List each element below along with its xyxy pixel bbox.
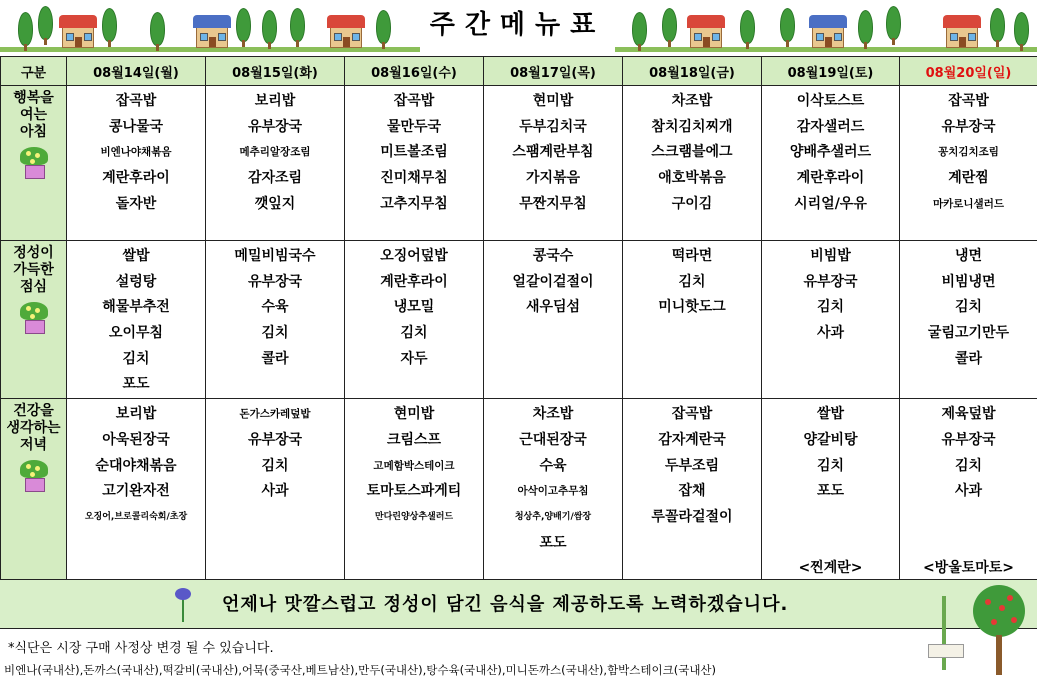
menu-item: 콜라 bbox=[261, 350, 289, 367]
menu-item: 감자조림 bbox=[247, 170, 303, 187]
menu-item: 만다린양상추샐러드 bbox=[374, 511, 454, 522]
message-banner bbox=[0, 579, 1037, 629]
house-icon bbox=[946, 26, 978, 48]
menu-cell bbox=[623, 399, 762, 582]
day-header-sunday: 08월20일(일) bbox=[900, 57, 1037, 86]
menu-item: 메밀비빔국수 bbox=[234, 248, 316, 264]
day-header: 08월17일(목) bbox=[484, 57, 623, 86]
menu-item: 콩나물국 bbox=[108, 118, 164, 135]
cell-note: <찐계란> bbox=[798, 560, 863, 577]
menu-cell bbox=[67, 241, 206, 399]
menu-cell bbox=[484, 399, 623, 582]
cell-note: <방울토마토> bbox=[922, 560, 1015, 577]
menu-cell bbox=[900, 86, 1037, 241]
menu-item: 양배추샐러드 bbox=[789, 144, 872, 161]
tree-icon bbox=[886, 6, 901, 40]
menu-item: 얼갈이겉절이 bbox=[512, 273, 594, 290]
change-notice: *식단은 시장 구매 사정상 변경 될 수 있습니다. bbox=[8, 641, 274, 656]
menu-cell bbox=[623, 241, 762, 399]
menu-item: 보리밥 bbox=[115, 406, 157, 423]
menu-item: 유부장국 bbox=[247, 431, 303, 448]
menu-item: 오징어,브로콜리숙회/초장 bbox=[84, 511, 188, 522]
menu-item: 감자샐러드 bbox=[796, 118, 865, 135]
menu-item: 감자계란국 bbox=[658, 431, 726, 448]
menu-item: 미니핫도그 bbox=[658, 299, 726, 316]
meal-row-dinner bbox=[1, 399, 1037, 582]
day-header: 08월18일(금) bbox=[623, 57, 762, 86]
menu-item: 김치 bbox=[678, 273, 706, 290]
menu-item: 돌자반 bbox=[115, 195, 157, 212]
menu-item: 참치김치찌개 bbox=[651, 118, 733, 135]
banner-text: 언제나 맛깔스럽고 정성이 담긴 음식을 제공하도록 노력하겠습니다. bbox=[222, 594, 789, 615]
menu-item: 포도 bbox=[816, 483, 845, 500]
menu-item: 자두 bbox=[400, 350, 428, 367]
menu-cell bbox=[345, 399, 484, 582]
menu-item: 잡곡밥 bbox=[948, 93, 989, 109]
house-icon bbox=[812, 26, 844, 48]
menu-item: 애호박볶음 bbox=[658, 170, 726, 187]
menu-item: 이삭토스트 bbox=[796, 93, 865, 109]
menu-item: 제육덮밥 bbox=[941, 406, 996, 423]
menu-item: 비엔나야채볶음 bbox=[100, 146, 172, 159]
house-icon bbox=[330, 26, 362, 48]
menu-item: 계란후라이 bbox=[102, 170, 170, 187]
menu-cell bbox=[900, 399, 1037, 582]
menu-item: 냉모밀 bbox=[393, 299, 435, 316]
menu-item: 새우딤섬 bbox=[525, 299, 581, 316]
menu-item: 잡채 bbox=[678, 483, 706, 500]
menu-item: 사과 bbox=[816, 325, 845, 342]
house-icon bbox=[196, 26, 228, 48]
menu-item: 계란후라이 bbox=[796, 170, 865, 187]
menu-item: 잡곡밥 bbox=[115, 93, 157, 109]
menu-item: 현미밥 bbox=[393, 406, 435, 423]
menu-item: 꽁치김치조림 bbox=[938, 146, 999, 159]
menu-cell bbox=[345, 86, 484, 241]
menu-cell bbox=[762, 399, 900, 582]
menu-item: 굴림고기만두 bbox=[927, 325, 1010, 342]
plant-pot-icon bbox=[16, 302, 52, 332]
menu-item: 구이김 bbox=[671, 195, 713, 212]
origin-notice: 비엔나(국내산),돈까스(국내산),떡갈비(국내산),어묵(중국산,베트남산),만두(국내산),탕수육(국내산),미니돈까스(국내산),함박스테이크(국내산) bbox=[4, 663, 717, 677]
day-header: 08월19일(토) bbox=[762, 57, 900, 86]
menu-item: 보리밥 bbox=[254, 93, 296, 109]
welcome-sign-icon bbox=[924, 596, 966, 674]
menu-cell bbox=[67, 86, 206, 241]
meal-row-lunch bbox=[1, 241, 1037, 399]
menu-item: 포도 bbox=[122, 376, 150, 393]
menu-item: 시리얼/우유 bbox=[794, 195, 867, 212]
plant-pot-icon bbox=[16, 147, 52, 177]
menu-item: 유부장국 bbox=[803, 273, 858, 290]
menu-table bbox=[0, 56, 1037, 582]
meal-row-breakfast bbox=[1, 86, 1037, 241]
menu-item: 깻잎지 bbox=[254, 195, 296, 212]
menu-item: 근대된장국 bbox=[519, 431, 587, 448]
menu-item: 물만두국 bbox=[386, 118, 442, 135]
menu-item: 김치 bbox=[400, 325, 428, 342]
menu-item: 콩국수 bbox=[532, 248, 574, 264]
menu-item: 고추지무침 bbox=[380, 195, 448, 212]
page-title: 주간메뉴표 bbox=[429, 10, 606, 40]
menu-item: 고기완자전 bbox=[102, 483, 170, 500]
menu-item: 차조밥 bbox=[532, 406, 574, 423]
menu-cell bbox=[345, 241, 484, 399]
corner-label: 구분 bbox=[1, 57, 67, 86]
menu-item: 김치 bbox=[261, 325, 289, 342]
menu-item: 비빔냉면 bbox=[941, 273, 996, 290]
menu-item: 돈가스카레덮밥 bbox=[239, 408, 311, 421]
meal-label: 정성이 가득한 점심 bbox=[1, 241, 67, 399]
menu-item: 유부장국 bbox=[247, 273, 303, 290]
menu-item: 가지볶음 bbox=[525, 170, 581, 187]
tree-icon bbox=[236, 8, 251, 42]
menu-item: 유부장국 bbox=[247, 118, 303, 135]
menu-item: 잡곡밥 bbox=[671, 406, 713, 423]
iris-flower-icon bbox=[172, 586, 194, 622]
menu-item: 계란후라이 bbox=[380, 273, 448, 290]
menu-item: 김치 bbox=[954, 457, 983, 474]
day-header: 08월16일(수) bbox=[345, 57, 484, 86]
menu-item: 설렁탕 bbox=[115, 273, 157, 290]
menu-item: 양갈비탕 bbox=[803, 431, 858, 448]
tree-icon bbox=[18, 12, 33, 46]
menu-cell bbox=[484, 86, 623, 241]
menu-item: 잡곡밥 bbox=[393, 93, 435, 109]
menu-item: 해물부추전 bbox=[102, 299, 170, 316]
tree-icon bbox=[662, 8, 677, 42]
menu-item: 콜라 bbox=[954, 350, 983, 367]
menu-item: 김치 bbox=[261, 457, 289, 474]
house-icon bbox=[62, 26, 94, 48]
menu-item: 김치 bbox=[122, 350, 150, 367]
menu-item: 차조밥 bbox=[671, 93, 713, 109]
house-icon bbox=[690, 26, 722, 48]
menu-item: 순대야채볶음 bbox=[95, 457, 177, 474]
meal-label: 행복을 여는 아침 bbox=[1, 86, 67, 241]
tree-icon bbox=[780, 8, 795, 42]
menu-cell bbox=[762, 241, 900, 399]
menu-item: 수육 bbox=[261, 299, 289, 316]
menu-item: 크림스프 bbox=[386, 431, 442, 448]
menu-cell bbox=[206, 399, 345, 582]
menu-item: 토마토스파게티 bbox=[366, 483, 462, 500]
menu-item: 비빔밥 bbox=[810, 248, 851, 264]
menu-item: 김치 bbox=[816, 299, 845, 316]
menu-cell bbox=[900, 241, 1037, 399]
menu-item: 루꼴라겉절이 bbox=[651, 508, 733, 525]
tree-icon bbox=[376, 10, 391, 44]
menu-item: 두부김치국 bbox=[519, 118, 587, 135]
menu-item: 포도 bbox=[539, 534, 567, 551]
menu-item: 미트볼조림 bbox=[380, 144, 448, 161]
tree-icon bbox=[1014, 12, 1029, 46]
menu-item: 김치 bbox=[954, 299, 983, 316]
tree-icon bbox=[262, 10, 277, 44]
menu-item: 마카로니샐러드 bbox=[932, 197, 1004, 210]
menu-item: 메추리알장조림 bbox=[239, 146, 311, 159]
tree-icon bbox=[290, 8, 305, 42]
tree-icon bbox=[858, 10, 873, 44]
menu-item: 유부장국 bbox=[941, 431, 996, 448]
menu-item: 두부조림 bbox=[664, 457, 720, 474]
tree-icon bbox=[740, 10, 755, 44]
menu-item: 수육 bbox=[539, 457, 567, 474]
menu-item: 진미채무침 bbox=[380, 170, 448, 187]
day-header-row bbox=[1, 57, 1037, 86]
menu-item: 고메함박스테이크 bbox=[373, 459, 455, 472]
menu-cell bbox=[484, 241, 623, 399]
menu-item: 스크램블에그 bbox=[651, 144, 733, 161]
menu-item: 청상추,양배기/쌈장 bbox=[514, 511, 592, 522]
tree-icon bbox=[38, 6, 53, 40]
menu-item: 김치 bbox=[816, 457, 845, 474]
tree-icon bbox=[990, 8, 1005, 42]
day-header: 08월14일(월) bbox=[67, 57, 206, 86]
menu-item: 스팸계란부침 bbox=[512, 144, 594, 161]
tree-icon bbox=[150, 12, 165, 46]
tree-icon bbox=[968, 585, 1028, 679]
menu-item: 아욱된장국 bbox=[102, 431, 170, 448]
tree-icon bbox=[632, 12, 647, 46]
menu-cell bbox=[67, 399, 206, 582]
menu-item: 쌀밥 bbox=[122, 248, 150, 264]
menu-item: 냉면 bbox=[954, 248, 983, 264]
menu-item: 현미밥 bbox=[532, 93, 574, 109]
menu-item: 유부장국 bbox=[941, 118, 996, 135]
menu-item: 계란찜 bbox=[948, 170, 989, 187]
plant-pot-icon bbox=[16, 460, 52, 490]
menu-item: 무짠지무침 bbox=[519, 195, 587, 212]
page-header bbox=[0, 0, 1037, 56]
menu-item: 사과 bbox=[261, 483, 289, 500]
menu-cell bbox=[206, 86, 345, 241]
menu-item: 떡라면 bbox=[671, 248, 713, 264]
menu-cell bbox=[206, 241, 345, 399]
day-header: 08월15일(화) bbox=[206, 57, 345, 86]
menu-item: 아삭이고추무침 bbox=[517, 485, 589, 498]
menu-item: 오징어덮밥 bbox=[380, 248, 448, 264]
menu-cell bbox=[762, 86, 900, 241]
meal-label: 건강을 생각하는 저녁 bbox=[1, 399, 67, 582]
menu-item: 사과 bbox=[954, 483, 983, 500]
menu-cell bbox=[623, 86, 762, 241]
menu-item: 오이무침 bbox=[108, 325, 164, 342]
menu-item: 쌀밥 bbox=[816, 406, 845, 423]
tree-icon bbox=[102, 8, 117, 42]
